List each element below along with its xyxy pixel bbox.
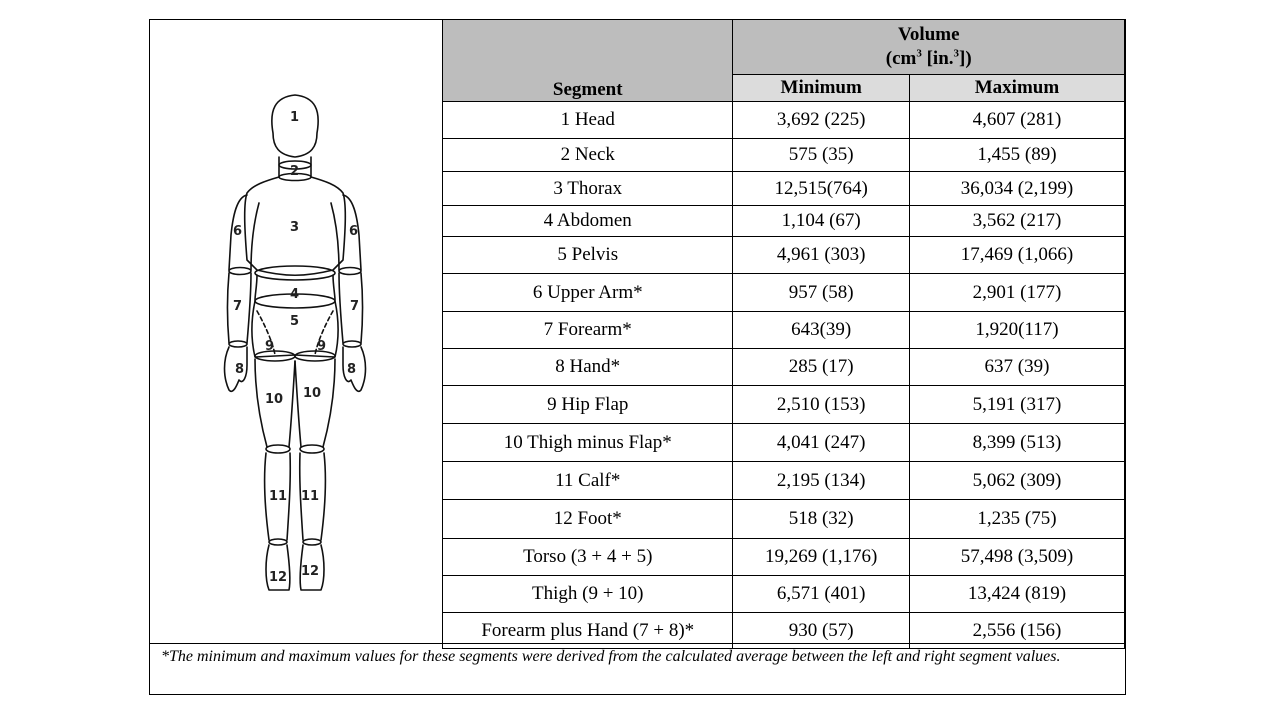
segment-cell: Torso (3 + 4 + 5) bbox=[443, 539, 733, 576]
segment-cell: 7 Forearm* bbox=[443, 312, 733, 349]
maximum-volume-cell: 1,235 (75) bbox=[909, 500, 1124, 539]
table-row bbox=[443, 102, 1125, 139]
segment-cell: 2 Neck bbox=[443, 139, 733, 172]
segment-label-3: 3 bbox=[290, 220, 300, 235]
minimum-column-header: Minimum bbox=[733, 75, 909, 102]
table-row bbox=[443, 312, 1125, 349]
maximum-volume-cell: 2,556 (156) bbox=[909, 613, 1124, 649]
minimum-volume-cell: 2,195 (134) bbox=[733, 462, 909, 500]
maximum-column-header: Maximum bbox=[909, 75, 1124, 102]
minimum-volume-cell: 930 (57) bbox=[733, 613, 909, 649]
maximum-volume-cell: 5,062 (309) bbox=[909, 462, 1124, 500]
segment-volume-table bbox=[442, 19, 1125, 649]
maximum-volume-cell: 1,455 (89) bbox=[909, 139, 1124, 172]
segment-cell: 3 Thorax bbox=[443, 172, 733, 206]
volume-units: ($cm^3$ [in.$^3$]) bbox=[885, 47, 972, 69]
segment-label-9-right: 9 bbox=[317, 339, 327, 354]
table-row bbox=[443, 237, 1125, 274]
table-row bbox=[443, 500, 1125, 539]
segment-label-7-left: 7 bbox=[233, 299, 243, 314]
segment-label-6-left: 6 bbox=[233, 224, 243, 239]
segment-label-12-right: 12 bbox=[301, 564, 320, 579]
segment-label-11-left: 11 bbox=[269, 489, 288, 504]
segment-cell: 1 Head bbox=[443, 102, 733, 139]
minimum-volume-cell: 518 (32) bbox=[733, 500, 909, 539]
segment-cell: 9 Hip Flap bbox=[443, 386, 733, 424]
volume-title: Volume bbox=[897, 24, 960, 45]
minimum-volume-cell: 4,961 (303) bbox=[733, 237, 909, 274]
mannequin-diagram bbox=[195, 85, 395, 605]
maximum-volume-cell: 57,498 (3,509) bbox=[909, 539, 1124, 576]
minimum-volume-cell: 4,041 (247) bbox=[733, 424, 909, 462]
maximum-volume-cell: 36,034 (2,199) bbox=[909, 172, 1124, 206]
minimum-volume-cell: 575 (35) bbox=[733, 139, 909, 172]
maximum-volume-cell: 17,469 (1,066) bbox=[909, 237, 1124, 274]
table-row bbox=[443, 539, 1125, 576]
segment-label-5: 5 bbox=[290, 314, 300, 329]
segment-label-2: 2 bbox=[290, 164, 300, 179]
table-row bbox=[443, 206, 1125, 237]
segment-cell: 10 Thigh minus Flap* bbox=[443, 424, 733, 462]
table-row bbox=[443, 576, 1125, 613]
maximum-volume-cell: 13,424 (819) bbox=[909, 576, 1124, 613]
minimum-volume-cell: 6,571 (401) bbox=[733, 576, 909, 613]
maximum-volume-cell: 637 (39) bbox=[909, 349, 1124, 386]
minimum-volume-cell: 643(39) bbox=[733, 312, 909, 349]
segment-label-8-right: 8 bbox=[347, 362, 357, 377]
segment-label-9-left: 9 bbox=[265, 339, 275, 354]
minimum-volume-cell: 3,692 (225) bbox=[733, 102, 909, 139]
maximum-volume-cell: 2,901 (177) bbox=[909, 274, 1124, 312]
minimum-volume-cell: 285 (17) bbox=[733, 349, 909, 386]
table-row bbox=[443, 349, 1125, 386]
body-segment-figure bbox=[150, 20, 443, 643]
segment-cell: 11 Calf* bbox=[443, 462, 733, 500]
footnote: *The minimum and maximum values for these segments were derived from the calculated average between the left and right segment values. bbox=[150, 643, 1125, 695]
table-row bbox=[443, 172, 1125, 206]
segment-label-8-left: 8 bbox=[235, 362, 245, 377]
table-row bbox=[443, 462, 1125, 500]
segment-label-10-right: 10 bbox=[303, 386, 322, 401]
segment-cell: 6 Upper Arm* bbox=[443, 274, 733, 312]
volume-table-frame bbox=[149, 19, 1126, 695]
table-row bbox=[443, 424, 1125, 462]
minimum-volume-cell: 957 (58) bbox=[733, 274, 909, 312]
maximum-volume-cell: 3,562 (217) bbox=[909, 206, 1124, 237]
segment-cell: Thigh (9 + 10) bbox=[443, 576, 733, 613]
segment-cell: 8 Hand* bbox=[443, 349, 733, 386]
maximum-volume-cell: 8,399 (513) bbox=[909, 424, 1124, 462]
segment-label-12-left: 12 bbox=[269, 570, 288, 585]
segment-column-header: Segment bbox=[443, 20, 733, 102]
segment-label-7-right: 7 bbox=[350, 299, 360, 314]
table-row bbox=[443, 139, 1125, 172]
segment-label-11-right: 11 bbox=[301, 489, 320, 504]
minimum-volume-cell: 19,269 (1,176) bbox=[733, 539, 909, 576]
maximum-volume-cell: 1,920(117) bbox=[909, 312, 1124, 349]
table-row bbox=[443, 386, 1125, 424]
segment-label-4: 4 bbox=[290, 287, 300, 302]
minimum-volume-cell: 1,104 (67) bbox=[733, 206, 909, 237]
segment-label-10-left: 10 bbox=[265, 392, 284, 407]
segment-cell: Forearm plus Hand (7 + 8)* bbox=[443, 613, 733, 649]
minimum-volume-cell: 2,510 (153) bbox=[733, 386, 909, 424]
maximum-volume-cell: 4,607 (281) bbox=[909, 102, 1124, 139]
maximum-volume-cell: 5,191 (317) bbox=[909, 386, 1124, 424]
segment-label-6-right: 6 bbox=[349, 224, 359, 239]
segment-cell: 4 Abdomen bbox=[443, 206, 733, 237]
segment-cell: 5 Pelvis bbox=[443, 237, 733, 274]
segment-cell: 12 Foot* bbox=[443, 500, 733, 539]
segment-label-1: 1 bbox=[290, 110, 300, 125]
table-row bbox=[443, 274, 1125, 312]
volume-column-header bbox=[733, 20, 1125, 75]
minimum-volume-cell: 12,515(764) bbox=[733, 172, 909, 206]
